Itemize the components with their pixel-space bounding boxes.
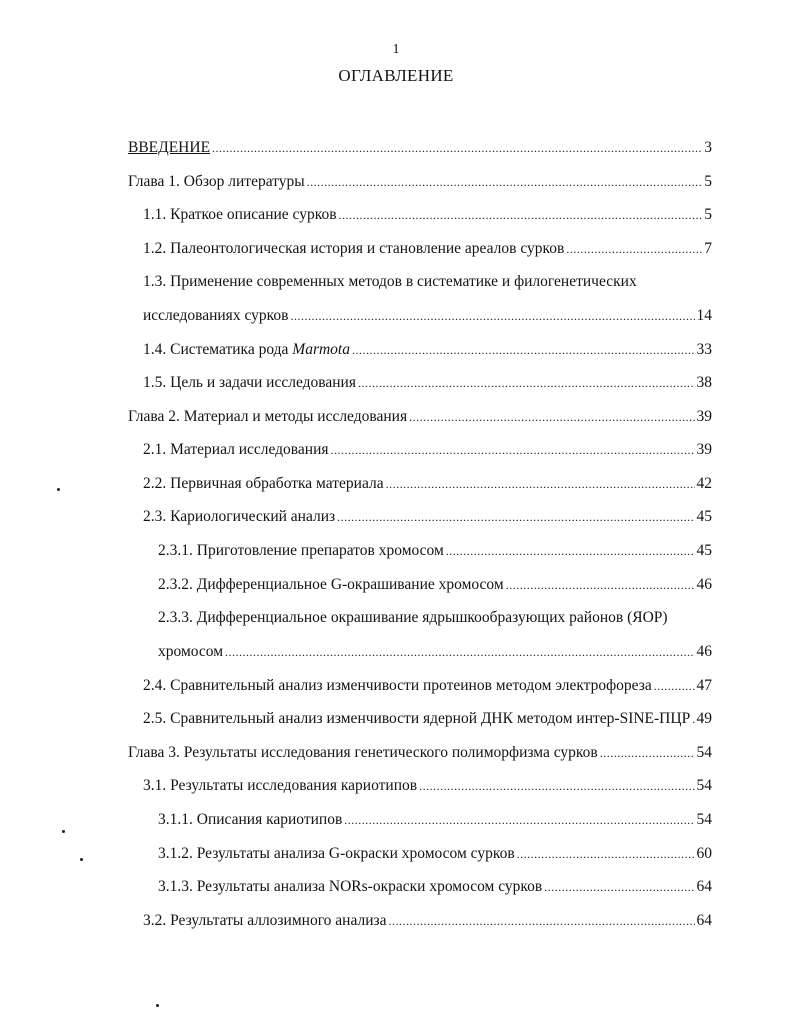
toc-entry-label: 3.1.1. Описания кариотипов xyxy=(158,811,343,828)
toc-entry-label-text: 1.4. Систематика рода xyxy=(143,341,293,358)
toc-leader-dots xyxy=(446,541,695,561)
toc-entry-page: 64 xyxy=(696,878,712,895)
toc-entry-2-1[interactable] xyxy=(143,440,712,460)
toc-entry-2-3-3[interactable] xyxy=(158,642,712,662)
toc-entry-chapter-2[interactable] xyxy=(128,407,712,427)
toc-entry-chapter-1[interactable] xyxy=(128,172,712,192)
toc-entry-page: 49 xyxy=(696,710,712,727)
toc-leader-dots xyxy=(692,709,694,729)
toc-entry-3-1-3[interactable] xyxy=(158,877,712,897)
toc-entry-page: 47 xyxy=(696,677,712,694)
toc-entry-page: 42 xyxy=(696,475,712,492)
toc-leader-dots xyxy=(344,810,694,830)
toc-entry-label xyxy=(143,340,350,360)
toc-leader-dots xyxy=(506,575,695,595)
toc-entry-3-1[interactable] xyxy=(143,776,712,796)
toc-leader-dots xyxy=(339,205,703,225)
toc-entry-2-4[interactable] xyxy=(143,676,712,696)
toc-entry-label: 3.1.2. Результаты анализа G-окраски хромосом сурков xyxy=(158,845,515,862)
toc-entry-page: 3 xyxy=(704,139,712,156)
toc-entry-page: 60 xyxy=(696,845,712,862)
toc-entry-page: 45 xyxy=(696,542,712,559)
toc-entry-label: 1.1. Краткое описание сурков xyxy=(143,206,337,223)
toc-entry-2-3-1[interactable] xyxy=(158,541,712,561)
toc-entry-page: 7 xyxy=(704,240,712,257)
toc-entry-label: 3.1.3. Результаты анализа NORs-окраски хромосом сурков xyxy=(158,878,543,895)
toc-leader-dots xyxy=(225,642,694,662)
toc-entry-label: 2.1. Материал исследования xyxy=(143,441,329,458)
toc-entry-label: 2.3.2. Дифференциальное G-окрашивание хромосом xyxy=(158,576,504,593)
toc-entry-label: ВВЕДЕНИЕ xyxy=(128,139,211,156)
toc-entry-3-1-1[interactable] xyxy=(158,810,712,830)
scan-speck xyxy=(156,1004,159,1007)
toc-entry-chapter-3[interactable] xyxy=(128,743,712,763)
toc-entry-label: 2.4. Сравнительный анализ изменчивости протеинов методом электрофореза xyxy=(143,677,652,694)
toc-entry-label: Глава 1. Обзор литературы xyxy=(128,173,305,190)
toc-entry-page: 46 xyxy=(696,643,712,660)
toc-entry-page: 46 xyxy=(696,576,712,593)
scan-speck xyxy=(62,830,65,833)
toc-entry-label: исследованиях сурков xyxy=(143,307,289,324)
toc-entry-2-3-2[interactable] xyxy=(158,575,712,595)
toc-entry-page: 5 xyxy=(704,173,712,190)
toc-entry-label: 3.1. Результаты исследования кариотипов xyxy=(143,777,418,794)
toc-entry-1-1[interactable] xyxy=(143,205,712,225)
toc-leader-dots xyxy=(654,676,695,696)
toc-entry-page: 54 xyxy=(696,777,712,794)
toc-entry-label: 3.2. Результаты аллозимного анализа xyxy=(143,912,387,929)
scan-speck xyxy=(57,488,60,491)
toc-entry-page: 5 xyxy=(704,206,712,223)
page-number: 1 xyxy=(392,42,400,57)
toc-entry-page: 45 xyxy=(696,508,712,525)
toc-entry-page: 39 xyxy=(696,408,712,425)
toc-entry-page: 33 xyxy=(696,341,712,358)
toc-entry-1-4[interactable] xyxy=(143,340,712,360)
toc-leader-dots xyxy=(386,474,695,494)
toc-entry-label: Глава 2. Материал и методы исследования xyxy=(128,408,408,425)
toc-entry-page: 14 xyxy=(696,307,712,324)
toc-entry-page: 64 xyxy=(696,912,712,929)
toc-entry-2-3-3-line1[interactable]: 2.3.3. Дифференциальное окрашивание ядрышкообразующих районов (ЯОР) xyxy=(158,609,668,626)
toc-entry-page: 38 xyxy=(696,374,712,391)
toc-entry-label: хромосом xyxy=(158,643,224,660)
toc-leader-dots xyxy=(212,138,702,158)
toc-entry-label: 1.2. Палеонтологическая история и становление ареалов сурков xyxy=(143,240,565,257)
toc-entry-introduction[interactable] xyxy=(128,138,712,158)
toc-entry-page: 54 xyxy=(696,811,712,828)
toc-entry-label: 2.5. Сравнительный анализ изменчивости ядерной ДНК методом интер-SINE-ПЦР xyxy=(143,710,691,727)
toc-entry-3-1-2[interactable] xyxy=(158,844,712,864)
toc-entry-1-3-line1[interactable]: 1.3. Применение современных методов в систематике и филогенетических xyxy=(143,273,637,290)
toc-leader-dots xyxy=(337,507,694,527)
toc-entry-1-2[interactable] xyxy=(143,239,712,259)
toc-leader-dots xyxy=(331,440,695,460)
toc-leader-dots xyxy=(389,911,695,931)
toc-leader-dots xyxy=(600,743,695,763)
toc-leader-dots xyxy=(358,373,695,393)
toc-leader-dots xyxy=(517,844,695,864)
toc-entry-label: Глава 3. Результаты исследования генетического полиморфизма сурков xyxy=(128,744,598,761)
toc-entry-1-3[interactable] xyxy=(143,306,712,326)
toc-leader-dots xyxy=(352,340,695,360)
toc-leader-dots xyxy=(307,172,703,192)
toc-entry-2-5[interactable] xyxy=(143,709,712,729)
toc-leader-dots xyxy=(566,239,702,259)
toc-entry-page: 54 xyxy=(696,744,712,761)
toc-entry-2-2[interactable] xyxy=(143,474,712,494)
toc-entry-page: 39 xyxy=(696,441,712,458)
toc-leader-dots xyxy=(409,407,694,427)
toc-leader-dots xyxy=(290,306,694,326)
page-title: ОГЛАВЛЕНИЕ xyxy=(338,66,454,85)
toc-entry-label: 2.2. Первичная обработка материала xyxy=(143,475,384,492)
toc-entry-label: 2.3.1. Приготовление препаратов хромосом xyxy=(158,542,444,559)
toc-entry-label-italic: Marmota xyxy=(292,341,350,358)
toc-leader-dots xyxy=(419,776,694,796)
scan-speck xyxy=(80,858,83,861)
toc-entry-3-2[interactable] xyxy=(143,911,712,931)
toc-entry-2-3[interactable] xyxy=(143,507,712,527)
toc-leader-dots xyxy=(544,877,694,897)
toc-entry-label: 1.5. Цель и задачи исследования xyxy=(143,374,356,391)
toc-entry-label: 2.3. Кариологический анализ xyxy=(143,508,336,525)
toc-entry-1-5[interactable] xyxy=(143,373,712,393)
